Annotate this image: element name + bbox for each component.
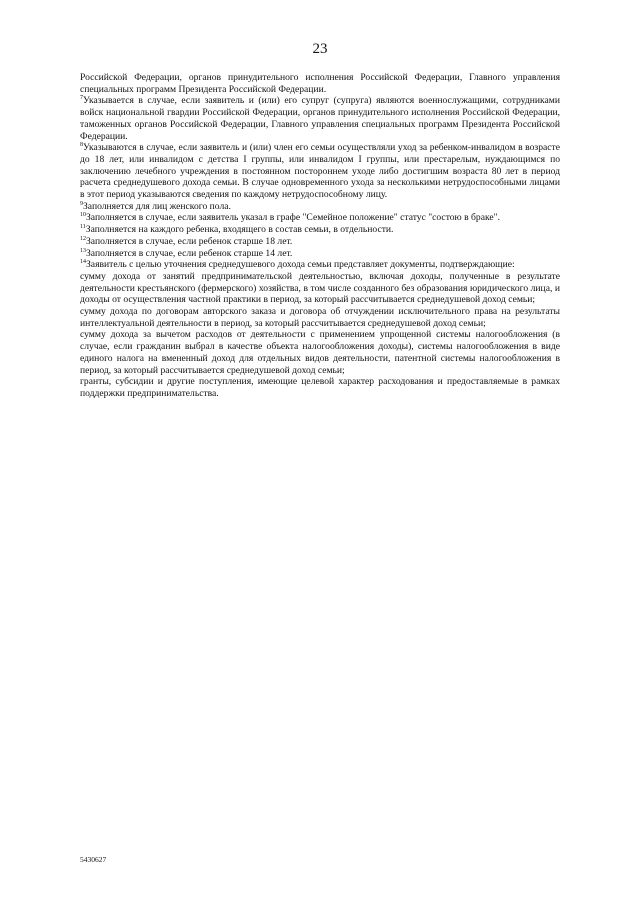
footnote-13 (80, 248, 560, 260)
footnote-7 (80, 95, 560, 142)
footnote-text: гранты, субсидии и другие поступления, имеющие целевой характер расходования и предоставляемые в рамках поддержки предпринимательства. (80, 376, 560, 399)
footnote-marker: 13 (80, 247, 86, 254)
footnote-14 (80, 259, 560, 271)
footnote-text: Российской Федерации, органов принудительного исполнения Российской Федерации, Главного управления специальных программ Президента Российской Федерации. (80, 72, 560, 95)
page-number: 23 (312, 41, 328, 57)
footnote-text: сумму дохода по договорам авторского заказа и договора об отчуждении исключительного права на результаты интеллектуальной деятельности в период, за который рассчитывается среднедушевой доход семьи; (80, 306, 560, 329)
footnote-marker: 7 (80, 95, 83, 102)
footnote-continuation (80, 72, 560, 95)
footnote-marker: 8 (80, 142, 83, 149)
footnote-text: Заполняется на каждого ребенка, входящего в состав семьи, в отдельности. (85, 224, 394, 236)
footnote-marker: 12 (80, 235, 86, 242)
footnote-marker: 9 (80, 200, 83, 207)
footnotes-body (80, 72, 560, 400)
document-code: 5430627 (80, 855, 107, 864)
footnote-text: сумму дохода за вычетом расходов от деятельности с применением упрощенной системы налогообложения (в случае, если гражданин выбрал в качестве объекта налогообложения доходы), системы налогообложения в виде единого налога на вмененный доход для отдельных видов деятельности, патентной системы налогообложения в период, за который рассчитывается среднедушевой доход семьи; (80, 329, 560, 376)
footnote-text: Указываются в случае, если заявитель и (или) член его семьи осуществляли уход за ребенком-инвалидом в возрасте до 18 лет, или инвалидом с детства I группы, или инвалидом I группы, или престарелым, нуждающимся по заключению лечебного учреждения в постоянном постороннем уходе либо достигшим возраста 80 лет в период расчета среднедушевого дохода семьи. В случае одновременного ухода за несколькими нетрудоспособными лицами в этот период указываются сведения по каждому нетрудоспособному лицу. (80, 142, 560, 201)
footnote-14-item (80, 306, 560, 329)
footnote-12 (80, 236, 560, 248)
footnote-10 (80, 212, 560, 224)
footnote-14-item (80, 271, 560, 306)
footnote-text: Заполняется в случае, если ребенок старше 18 лет. (86, 235, 293, 247)
footnote-8 (80, 142, 560, 201)
footnote-14-item (80, 329, 560, 376)
footnote-11 (80, 224, 560, 236)
footnote-text: Указывается в случае, если заявитель и (или) его супруг (супруга) являются военнослужащими, сотрудниками войск национальной гвардии Российской Федерации, органов принудительного исполнения Российской Федерации, таможенных органов Российской Федерации, Главного управления специальных программ Президента Российской Федерации. (80, 95, 560, 142)
footnote-text: Заявитель с целью уточнения среднедушевого дохода семьи представляет документы, подтверждающие: (86, 259, 515, 271)
footnote-marker: 10 (80, 212, 86, 219)
footnote-marker: 14 (80, 259, 86, 266)
footnote-text: сумму дохода от занятий предпринимательской деятельностью, включая доходы, полученные в результате деятельности крестьянского (фермерского) хозяйства, в том числе созданного без образования юридического лица, и доходы от осуществления частной практики в период, за который рассчитывается среднедушевой доход семьи; (80, 270, 560, 306)
footnote-text: Заполняется для лиц женского пола. (83, 200, 231, 212)
footnote-14-item (80, 376, 560, 399)
footnote-text: Заполняется в случае, если заявитель указал в графе "Семейное положение" статус "состою в браке". (86, 212, 500, 224)
footnote-9 (80, 201, 560, 213)
footnote-marker: 11 (80, 223, 86, 230)
footnote-text: Заполняется в случае, если ребенок старше 14 лет. (86, 247, 293, 259)
